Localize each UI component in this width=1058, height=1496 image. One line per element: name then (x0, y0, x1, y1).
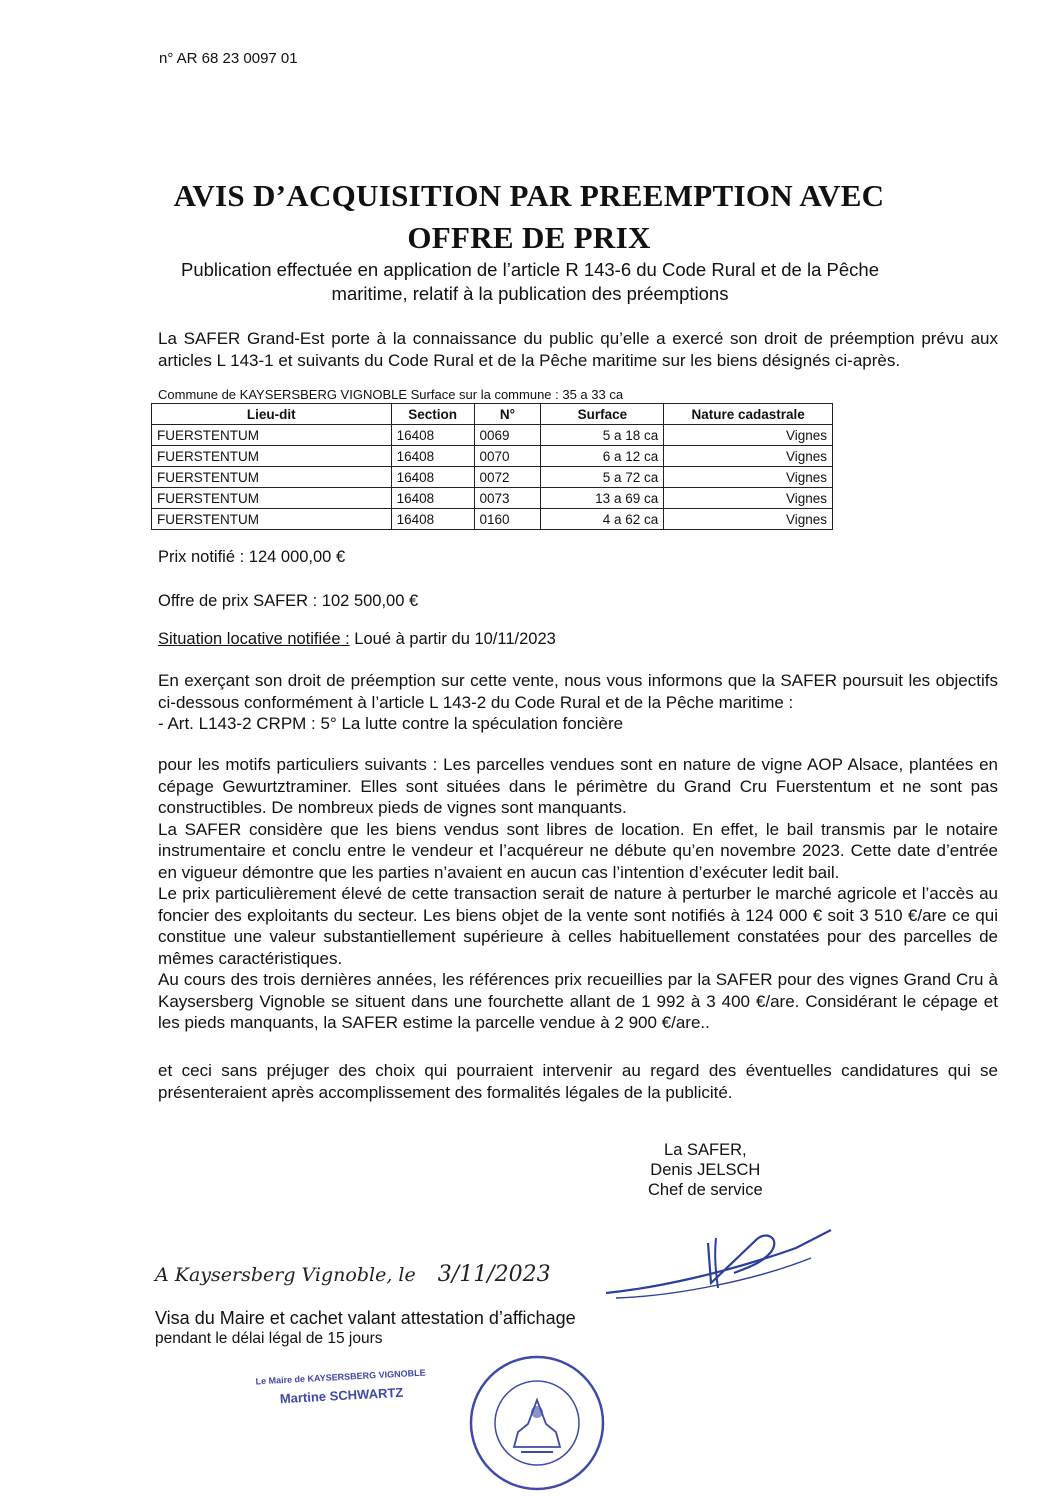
cell-lieu-dit: FUERSTENTUM (152, 425, 392, 446)
cell-numero: 0072 (474, 467, 541, 488)
motifs-section (158, 754, 998, 1034)
signatory-name: Denis JELSCH (650, 1161, 761, 1179)
mayor-stamp (255, 1368, 427, 1408)
cell-nature: Vignes (664, 488, 833, 509)
mayor-stamp-name: Martine SCHWARTZ (279, 1384, 404, 1407)
prix-notifie: Prix notifié : 124 000,00 € (158, 548, 346, 566)
table-row (152, 488, 833, 509)
cell-numero: 0070 (474, 446, 541, 467)
handwritten-place: A Kaysersberg Vignoble, le (155, 1264, 416, 1286)
table-header-row (152, 404, 833, 425)
cell-section: 16408 (391, 446, 474, 467)
cell-section: 16408 (391, 425, 474, 446)
header-section: Section (391, 404, 474, 425)
cell-numero: 0069 (474, 425, 541, 446)
table-row (152, 467, 833, 488)
intro-paragraph: La SAFER Grand-Est porte à la connaissance du public qu’elle a exercé son droit de préemption prévu aux articles L 143-1 et suivants du Code Rural et de la Pêche maritime sur les biens désignés ci-après. (158, 329, 998, 370)
header-surface: Surface (541, 404, 664, 425)
table-row (152, 425, 833, 446)
cell-surface: 6 a 12 ca (541, 446, 664, 467)
handwritten-place-date (155, 1262, 551, 1287)
document-subtitle: Publication effectuée en application de l’article R 143-6 du Code Rural et de la Pêche maritime, relatif à la publication des préemptions (181, 259, 879, 304)
commune-line: Commune de KAYSERSBERG VIGNOBLE Surface sur la commune : 35 a 33 ca (158, 387, 624, 402)
signature-image (596, 1218, 836, 1308)
cell-lieu-dit: FUERSTENTUM (152, 446, 392, 467)
objectif-item: - Art. L143-2 CRPM : 5° La lutte contre la spéculation foncière (158, 714, 624, 733)
cell-nature: Vignes (664, 467, 833, 488)
cell-surface: 5 a 18 ca (541, 425, 664, 446)
visa-line-2: pendant le délai légal de 15 jours (155, 1330, 383, 1347)
cell-section: 16408 (391, 509, 474, 530)
town-hall-seal (466, 1352, 608, 1494)
cell-lieu-dit: FUERSTENTUM (152, 509, 392, 530)
situation-value: Loué à partir du 10/11/2023 (349, 630, 556, 648)
cell-nature: Vignes (664, 509, 833, 530)
handwritten-date: 3/11/2023 (437, 1262, 551, 1287)
cell-lieu-dit: FUERSTENTUM (152, 488, 392, 509)
motif-paragraph: Le prix particulièrement élevé de cette transaction serait de nature à perturber le marché agricole et l’accès au foncier des exploitants du secteur. Les biens objet de la vente sont notifiés à 124 000 € soit 3 510 €/are ce qui constitue une valeur substantiellement supérieure à celles habituellement constatées pour des parcelles de mêmes caractéristiques. (158, 884, 998, 968)
motif-paragraph: pour les motifs particuliers suivants : Les parcelles vendues sont en nature de vigne AOP Alsace, plantées en cépage Gewurtztraminer. Elles sont situées dans le périmètre du Grand Cru Fuerstentum et ne sont pas constructibles. De nombreux pieds de vignes sont manquants. (158, 755, 998, 817)
table-row (152, 509, 833, 530)
header-nature: Nature cadastrale (664, 404, 833, 425)
cell-surface: 4 a 62 ca (541, 509, 664, 530)
title-line-1: AVIS D’ACQUISITION PAR PREEMPTION AVEC (173, 178, 885, 213)
situation-label: Situation locative notifiée : (158, 630, 350, 648)
cell-surface: 5 a 72 ca (541, 467, 664, 488)
motif-paragraph: La SAFER considère que les biens vendus sont libres de location. En effet, le bail transmis par le notaire instrumentaire et conclu entre le vendeur et l’acquéreur ne débute qu’en novembre 2023. Cette date d’entrée en vigueur démontre que les parties n’avaient en aucun cas l’intention d’exécuter ledit bail. (158, 819, 998, 882)
cell-section: 16408 (391, 488, 474, 509)
conclusion-paragraph: et ceci sans préjuger des choix qui pourraient intervenir au regard des éventuelles candidatures qui se présenteraient après accomplissement des formalités légales de la publicité. (158, 1061, 998, 1102)
motif-paragraph: Au cours des trois dernières années, les références prix recueillies par la SAFER pour des vignes Grand Cru à Kaysersberg Vignoble se situent dans une fourchette allant de 1 992 à 3 400 €/are. Considérant le cépage et les pieds manquants, la SAFER estime la parcelle vendue à 2 900 €/are.. (158, 970, 998, 1032)
parcels-table (151, 403, 833, 530)
header-lieu-dit: Lieu-dit (152, 404, 392, 425)
signatory-block (648, 1140, 763, 1200)
cell-numero: 0160 (474, 509, 541, 530)
cell-lieu-dit: FUERSTENTUM (152, 467, 392, 488)
cell-numero: 0073 (474, 488, 541, 509)
objectifs-text: En exerçant son droit de préemption sur cette vente, nous vous informons que la SAFER poursuit les objectifs ci-dessous conformément à l’article L 143-2 du Code Rural et de la Pêche maritime : (158, 671, 998, 712)
visa-line-1: Visa du Maire et cachet valant attestation d’affichage (155, 1308, 576, 1328)
cell-nature: Vignes (664, 446, 833, 467)
cell-section: 16408 (391, 467, 474, 488)
document-reference: n° AR 68 23 0097 01 (159, 50, 298, 67)
offre-prix-safer: Offre de prix SAFER : 102 500,00 € (158, 592, 419, 610)
table-row (152, 446, 833, 467)
document-title (0, 175, 1058, 259)
objectifs-paragraph (158, 670, 998, 735)
title-line-2: OFFRE DE PRIX (407, 220, 651, 255)
situation-locative (158, 630, 556, 649)
mayor-stamp-title: Le Maire de KAYSERSBERG VIGNOBLE (255, 1367, 426, 1387)
cell-surface: 13 a 69 ca (541, 488, 664, 509)
header-numero: N° (474, 404, 541, 425)
signatory-org: La SAFER, (664, 1141, 747, 1159)
signatory-role: Chef de service (648, 1181, 763, 1199)
cell-nature: Vignes (664, 425, 833, 446)
